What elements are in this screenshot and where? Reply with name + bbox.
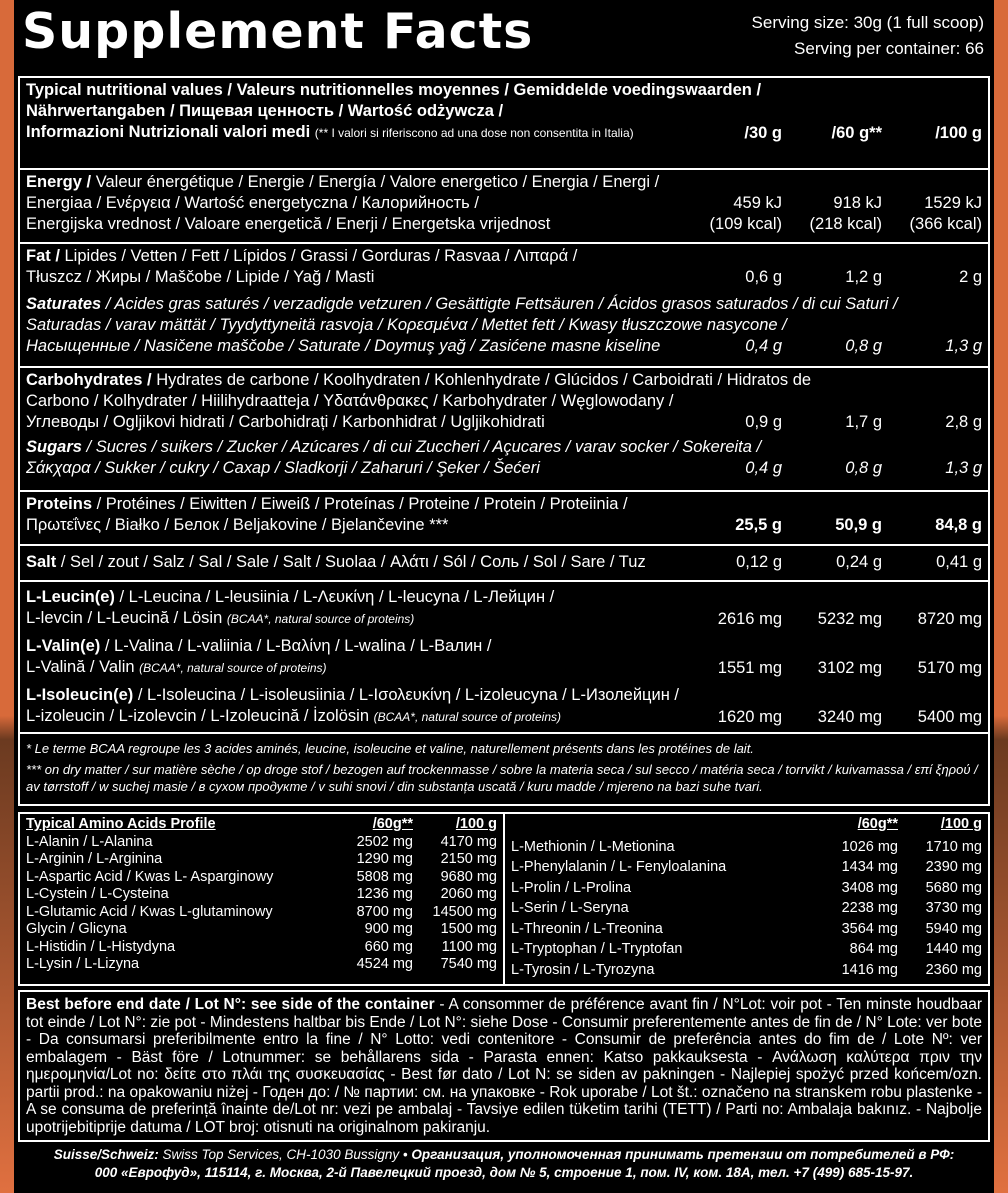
amino-row bbox=[26, 956, 497, 974]
amino-list-right bbox=[511, 834, 982, 981]
col-header-100g: /100 g bbox=[940, 816, 982, 832]
amino-value: 4170 mg bbox=[440, 833, 497, 850]
amino-value: 8700 mg bbox=[356, 903, 413, 920]
amino-value: 660 mg bbox=[364, 938, 413, 955]
nutrient-translations: / Sel / zout / Salz / Sal / Sale / Salt / Suolaa / Αλάτι / Sól / Соль / Sol / Sare / Tuz bbox=[56, 553, 646, 571]
nutrient-translations: / Sucres / suikers / Zucker / Azúcares / di cui Zuccheri / Açucares / varav socker / Sokereita / bbox=[81, 438, 762, 456]
footer bbox=[14, 1146, 994, 1182]
bcaa-valine bbox=[26, 636, 982, 685]
nutrient-name: Carbohydrates / bbox=[26, 371, 152, 389]
amino-col-right bbox=[505, 814, 988, 984]
amino-acids-table bbox=[18, 812, 990, 986]
amino-list-left bbox=[26, 834, 497, 974]
value: (218 kcal) bbox=[809, 215, 882, 233]
value: 0,6 g bbox=[745, 268, 782, 286]
value: 1,3 g bbox=[945, 459, 982, 477]
value: (366 kcal) bbox=[909, 215, 982, 233]
nutrient-translations: L-izoleucin / L-izolevcin / L-Izoleucină / İzolösin bbox=[26, 707, 369, 725]
amino-name: L-Histidin / L-Histydyna bbox=[26, 938, 176, 955]
nutrient-name: L-Leucin(e) bbox=[26, 588, 115, 606]
amino-name: L-Prolin / L-Prolina bbox=[511, 879, 632, 896]
amino-title: Typical Amino Acids Profile bbox=[26, 816, 216, 832]
footer-country: Suisse/Schweiz: bbox=[53, 1147, 159, 1162]
value: 2,8 g bbox=[945, 413, 982, 431]
amino-row bbox=[511, 919, 982, 940]
bcaa-note: (BCAA*, natural source of proteins) bbox=[373, 710, 562, 724]
header-note: (** I valori si riferiscono ad una dose non consentita in Italia) bbox=[314, 126, 634, 140]
amino-value: 1100 mg bbox=[441, 938, 497, 955]
amino-row bbox=[26, 886, 497, 904]
amino-value: 1500 mg bbox=[440, 921, 497, 937]
amino-value: 3564 mg bbox=[841, 920, 898, 937]
energy-row bbox=[20, 170, 988, 244]
bcaa-leucine bbox=[26, 587, 982, 636]
nutrient-translations: Πρωτεΐνες / Białko / Белок / Beljakovine / Bjelančevine *** bbox=[26, 516, 449, 534]
best-before-lead: Best before end date / Lot N°: see side of the container bbox=[26, 996, 435, 1013]
value: 5170 mg bbox=[917, 659, 982, 677]
value: 0,8 g bbox=[845, 459, 882, 477]
salt-row bbox=[20, 546, 988, 582]
nutrient-name: Proteins bbox=[26, 495, 93, 513]
amino-name: L-Phenylalanin / L- Fenyloalanina bbox=[511, 859, 727, 875]
amino-name: L-Methionin / L-Metionina bbox=[511, 838, 675, 855]
value: 2616 mg bbox=[717, 610, 782, 628]
amino-value: 1434 mg bbox=[841, 859, 898, 875]
serving-per-container: Serving per container: 66 bbox=[794, 39, 984, 58]
amino-value: 5808 mg bbox=[356, 868, 413, 885]
value: (109 kcal) bbox=[709, 215, 782, 233]
header-line: Nährwertangaben / Пищевая ценность / Wartość odżywcza / bbox=[26, 102, 504, 120]
nutrient-translations: / Acides gras saturés / verzadigde vetzuren / Gesättigte Fettsäuren / Ácidos grasos saturados / di cui Saturi / bbox=[101, 295, 898, 313]
value: 3240 mg bbox=[817, 708, 882, 726]
value: 1,3 g bbox=[945, 337, 982, 355]
nutrient-name: Saturates bbox=[26, 295, 102, 313]
nutrient-name: L-Valin(e) bbox=[26, 637, 101, 655]
label-page bbox=[14, 0, 994, 1193]
nutrient-name: Sugars bbox=[26, 438, 82, 456]
value: 0,8 g bbox=[845, 337, 882, 355]
bcaa-isoleucine bbox=[26, 685, 982, 731]
nutrient-translations: / L-Leucina / L-leusiinia / L-Λευκίνη / L-leucyna / L-Лейцин / bbox=[114, 588, 555, 606]
nutrient-translations: Углеводы / Ogljikovi hidrati / Carbohidrați / Karbonhidrat / Ugljikohidrati bbox=[26, 413, 545, 431]
value: 5232 mg bbox=[817, 610, 882, 628]
value: 1,7 g bbox=[845, 413, 882, 431]
amino-name: L-Alanin / L-Alanina bbox=[26, 833, 153, 850]
page-title: Supplement Facts bbox=[22, 3, 534, 60]
amino-row bbox=[511, 898, 982, 919]
nutrient-translations: Lipides / Vetten / Fett / Lípidos / Grassi / Gorduras / Rasvaa / Λιπαρά / bbox=[59, 247, 578, 265]
footer-russia-label: Организация, уполномоченная принимать претензии от потребителей в РФ: bbox=[411, 1147, 955, 1162]
value: 3102 mg bbox=[817, 659, 882, 677]
best-before-section bbox=[18, 990, 990, 1142]
nutrient-translations: Carbono / Kolhydrater / Hiilihydraatteja / Υδατάνθρακες / Karbohydrater / Węglowodany / bbox=[26, 392, 674, 410]
footer-address: Swiss Top Services, CH-1030 Bussigny • bbox=[158, 1147, 412, 1162]
amino-col-left bbox=[20, 814, 505, 984]
amino-value: 5940 mg bbox=[925, 920, 982, 937]
amino-value: 5680 mg bbox=[925, 879, 982, 896]
amino-value: 3730 mg bbox=[925, 900, 982, 916]
amino-row bbox=[26, 921, 497, 939]
nutrient-name: Energy / bbox=[26, 173, 92, 191]
amino-name: L-Cystein / L-Cysteina bbox=[26, 886, 169, 902]
amino-row bbox=[26, 834, 497, 852]
value: 25,5 g bbox=[735, 516, 782, 534]
amino-row bbox=[26, 939, 497, 957]
serving-info bbox=[752, 10, 984, 62]
footer-russia-address: 000 «Еврофуд», 115114, г. Москва, 2-й Павелецкий проезд, дом № 5, строение 1, пом. IV, ком. 18А, тел. +7 (499) 685-15-97. bbox=[94, 1165, 914, 1180]
value: 1620 mg bbox=[717, 708, 782, 726]
value: 2 g bbox=[959, 268, 982, 286]
amino-value: 2238 mg bbox=[841, 900, 898, 916]
col-header-30g: /30 g bbox=[744, 124, 782, 142]
nutrient-translations: L-Valină / Valin bbox=[26, 658, 135, 676]
amino-value: 900 mg bbox=[364, 921, 413, 937]
footnotes bbox=[20, 734, 988, 804]
nutrient-translations: Valeur énergétique / Energie / Energía / Valore energetico / Energia / Energi / bbox=[91, 173, 660, 191]
bcaa-footnote: * Le terme BCAA regroupe les 3 acides aminés, leucine, isoleucine et valine, naturellement présents dans les protéines de lait. bbox=[26, 741, 754, 756]
amino-value: 2360 mg bbox=[925, 961, 982, 978]
fat-row bbox=[20, 244, 988, 368]
value: 1,2 g bbox=[845, 268, 882, 286]
nutrition-table bbox=[18, 76, 990, 806]
left-edge bbox=[0, 0, 14, 1193]
amino-value: 1026 mg bbox=[841, 838, 898, 855]
amino-value: 1710 mg bbox=[925, 838, 982, 855]
col-header-60g: /60 g** bbox=[831, 124, 882, 142]
nutrient-translations: Hydrates de carbone / Koolhydraten / Kohlenhydrate / Glúcidos / Carboidrati / Hidratos de bbox=[151, 371, 812, 389]
amino-row bbox=[511, 878, 982, 899]
value: 50,9 g bbox=[835, 516, 882, 534]
nutrient-translations: Energijska vrednost / Valoare energetică / Enerji / Energetska vrijednost bbox=[26, 215, 551, 233]
amino-name: L-Lysin / L-Lizyna bbox=[26, 956, 140, 972]
bcaa-note: (BCAA*, natural source of proteins) bbox=[226, 612, 415, 626]
nutrition-header bbox=[20, 78, 988, 170]
amino-name: L-Arginin / L-Arginina bbox=[26, 851, 163, 867]
proteins-row bbox=[20, 492, 988, 546]
amino-value: 1440 mg bbox=[925, 941, 982, 957]
nutrient-translations: Σάκχαρα / Sukker / cukry / Сахар / Sladkorji / Zaharuri / Şeker / Šećeri bbox=[26, 459, 540, 477]
bcaa-note: (BCAA*, natural source of proteins) bbox=[139, 661, 327, 675]
nutrient-translations: / Protéines / Eiwitten / Eiweiß / Proteínas / Proteine / Protein / Proteiinia / bbox=[92, 495, 628, 513]
amino-value: 14500 mg bbox=[432, 903, 497, 920]
nutrient-translations: / L-Isoleucina / L-isoleusiinia / L-Ισολευκίνη / L-izoleucyna / L-Изолейцин / bbox=[133, 686, 679, 704]
amino-row bbox=[511, 960, 982, 981]
value: 84,8 g bbox=[935, 516, 982, 534]
amino-row bbox=[26, 851, 497, 869]
value: 0,4 g bbox=[745, 337, 782, 355]
amino-name: L-Threonin / L-Treonina bbox=[511, 920, 663, 937]
amino-value: 7540 mg bbox=[440, 956, 497, 972]
amino-value: 864 mg bbox=[849, 941, 898, 957]
amino-value: 2060 mg bbox=[440, 886, 497, 902]
best-before-text: - A consommer de préférence avant fin / N°Lot: voir pot - Ten minste houdbaar tot einde / Lot N°: zie pot - Mindestens haltbar bis Ende / Lot N°: siehe Dose - Consumir preferentemente antes de fin de / N° Lote: ver bote - Da consumarsi preferibilmente entro la fine / N° Lotto: vedi contenitore - Consumir de preferência antes do fim de / Lote Nº: ver embalagem - Bäst före / Lotnummer: se behållarens sida - Parasta ennen: Katso pakkauksesta - Ανάλωση καλύτερα πριν την ημερομηνία/Lot no: δείτε στο πλάι της συσκευασίας - Best før dato / Lot N: se siden av pakningen - Najlepiej spożyć przed końcem/ozn. partii prod.: na opakowaniu niżej - Годен до: / № партии: см. на упаковке - Rok uporabe / Lot št.: označeno na stranskem robu plastenke - A se consuma de preferință înainte de/Lot nr: vezi pe ambalaj - Tavsiye edilen tüketim tarihi (TETT) / Parti no: Ambalaja bakınız. - Najbolje upotrijebitiprije datuma / LOT broj: otisnuti na originalnom pakiranju. bbox=[26, 996, 982, 1136]
right-edge bbox=[994, 0, 1008, 1193]
value: 1551 mg bbox=[717, 659, 782, 677]
nutrient-translations: L-levcin / L-Leucină / Lösin bbox=[26, 609, 223, 627]
dry-matter-footnote: *** on dry matter / sur matière sèche / op droge stof / bezogen auf trockenmasse / sobre la materia seca / sul secco / matéria seca / torrvikt / kuivamassa / επί ξηρού / av tørrstoff / w suchej masie / в сухом продукте / v suhi snovi / din substanța uscată / kuru madde / mjereno na bazi suhe tvari. bbox=[26, 762, 978, 794]
value: 918 kJ bbox=[833, 194, 882, 212]
amino-value: 1236 mg bbox=[356, 886, 413, 902]
nutrient-translations: Насыщенные / Nasičene maščobe / Saturate / Doymuş yağ / Zasićene masne kiseline bbox=[26, 337, 661, 355]
amino-value: 4524 mg bbox=[356, 956, 413, 972]
value: 0,9 g bbox=[745, 413, 782, 431]
nutrient-name: L-Isoleucin(e) bbox=[26, 686, 134, 704]
serving-size: Serving size: 30g (1 full scoop) bbox=[751, 13, 984, 32]
col-header-60g: /60g** bbox=[372, 816, 413, 832]
amino-name: L-Tryptophan / L-Tryptofan bbox=[511, 941, 683, 957]
amino-row bbox=[26, 904, 497, 922]
nutrient-translations: Energiaa / Ενέργεια / Wartość energetyczna / Калорийность / bbox=[26, 194, 479, 212]
amino-name: Glycin / Glicyna bbox=[26, 921, 127, 937]
header-line: Typical nutritional values / Valeurs nutritionnelles moyennes / Gemiddelde voedingswaarden / bbox=[26, 81, 762, 99]
nutrient-translations: Saturadas / varav mättät / Tyydyttyneitä rasvoja / Κορεσμένα / Mettet fett / Kwasy tłuszczowe nasycone / bbox=[26, 316, 787, 334]
value: 5400 mg bbox=[917, 708, 982, 726]
amino-name: L-Aspartic Acid / Kwas L- Asparginowy bbox=[26, 868, 274, 885]
amino-name: L-Tyrosin / L-Tyrozyna bbox=[511, 961, 655, 978]
value: 0,12 g bbox=[736, 553, 782, 571]
nutrient-translations: / L-Valina / L-valiinia / L-Βαλίνη / L-walina / L-Валин / bbox=[100, 637, 492, 655]
col-header-100g: /100 g bbox=[455, 816, 497, 832]
value: 1529 kJ bbox=[924, 194, 982, 212]
amino-row bbox=[511, 857, 982, 878]
amino-row bbox=[511, 837, 982, 858]
amino-value: 1290 mg bbox=[356, 851, 413, 867]
amino-name: L-Serin / L-Seryna bbox=[511, 900, 629, 916]
amino-value: 1416 mg bbox=[841, 961, 898, 978]
value: 0,4 g bbox=[745, 459, 782, 477]
amino-value: 9680 mg bbox=[440, 868, 497, 885]
amino-value: 3408 mg bbox=[841, 879, 898, 896]
value: 0,24 g bbox=[836, 553, 882, 571]
header-line: Informazioni Nutrizionali valori medi bbox=[26, 123, 311, 141]
bcaa-section bbox=[20, 582, 988, 734]
nutrient-name: Salt bbox=[26, 553, 57, 571]
carbohydrates-row bbox=[20, 368, 988, 492]
amino-value: 2150 mg bbox=[440, 851, 497, 867]
nutrient-translations: Tłuszcz / Жиры / Maščobe / Lipide / Yağ / Masti bbox=[26, 268, 375, 286]
value: 8720 mg bbox=[917, 610, 982, 628]
amino-value: 2390 mg bbox=[925, 859, 982, 875]
col-header-60g: /60g** bbox=[857, 816, 898, 832]
amino-row bbox=[26, 869, 497, 887]
col-header-100g: /100 g bbox=[935, 124, 982, 142]
amino-name: L-Glutamic Acid / Kwas L-glutaminowy bbox=[26, 903, 273, 920]
amino-value: 2502 mg bbox=[356, 833, 413, 850]
value: 459 kJ bbox=[733, 194, 782, 212]
amino-row bbox=[511, 939, 982, 960]
value: 0,41 g bbox=[936, 553, 982, 571]
nutrient-name: Fat / bbox=[26, 247, 60, 265]
